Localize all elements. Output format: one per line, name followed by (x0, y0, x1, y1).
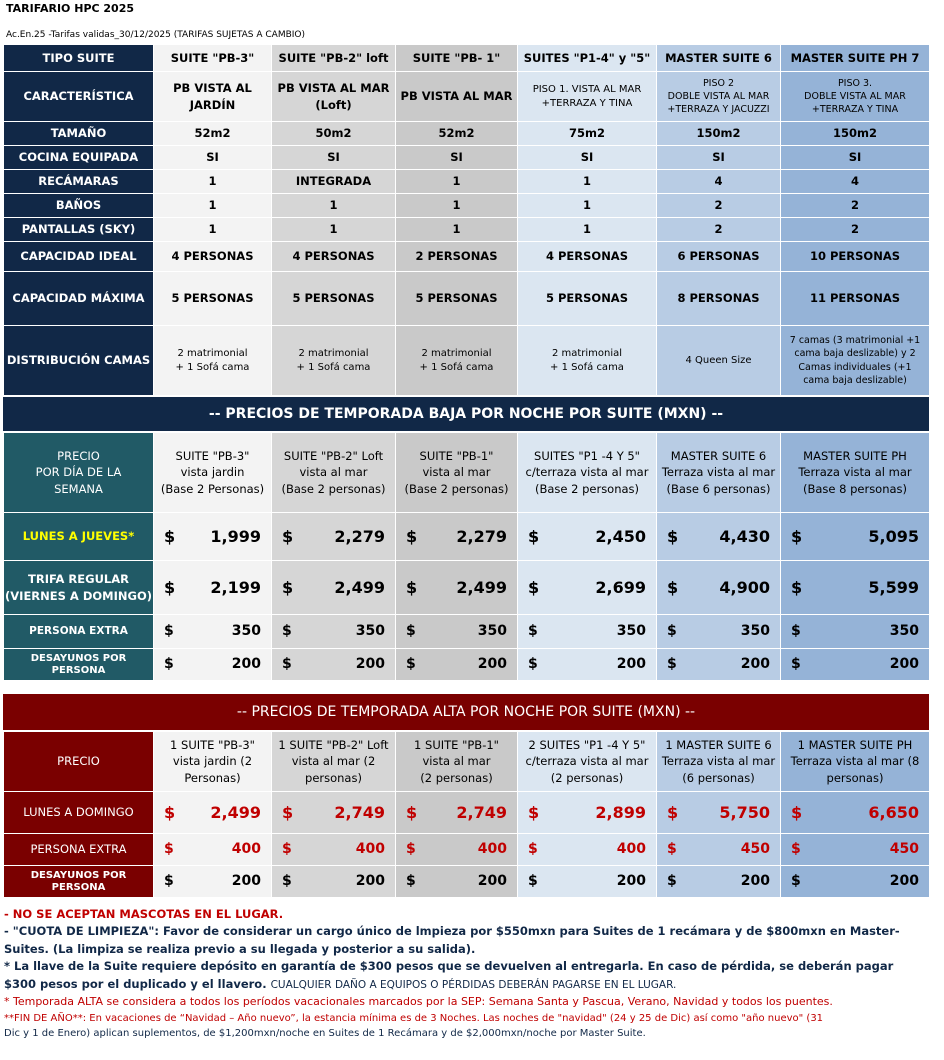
spec-header-tipo: TIPO SUITE (4, 45, 154, 72)
low-row-persona-extra: PERSONA EXTRA $ 350 $ 350 $ 350 $ 350 $ 350 $ 350 (4, 615, 930, 649)
low-header-p14: SUITES "P1 -4 Y 5" c/terraza vista al mar (Base 2 personas) (518, 433, 657, 513)
high-season-banner: -- PRECIOS DE TEMPORADA ALTA POR NOCHE POR SUITE (MXN) -- (3, 694, 929, 730)
caracteristica-ms6: PISO 2 DOBLE VISTA AL MAR +TERRAZA Y JACUZZI (657, 72, 781, 122)
low-header-pb2: SUITE "PB-2" Loft vista al mar (Base 2 personas) (272, 433, 396, 513)
note-key-line2: $300 pesos por el duplicado y el llavero. CUALQUIER DAÑO A EQUIPOS O PÉRDIDAS DEBERÁN PAGARSE EN EL LUGAR. (4, 976, 677, 991)
high-header-ms6: 1 MASTER SUITE 6 Terraza vista al mar (6 personas) (657, 732, 781, 792)
caracteristica-p14: PISO 1. VISTA AL MAR +TERRAZA Y TINA (518, 72, 657, 122)
caracteristica-pb1: PB VISTA AL MAR (396, 72, 518, 122)
high-header-pb1: 1 SUITE "PB-1" vista al mar (2 personas) (396, 732, 518, 792)
note-new-year-line2: Dic y 1 de Enero) aplican suplementos, de $1,200mxn/noche en Suites de 1 Recámara y de $2,000mxn/noche por Master Suite. (4, 1027, 646, 1039)
spec-row-recamaras: RECÁMARAS 1 INTEGRADA 1 1 4 4 (4, 170, 930, 194)
high-header-ph: 1 MASTER SUITE PH Terraza vista al mar (8 personas) (781, 732, 930, 792)
caracteristica-ph7: PISO 3. DOBLE VISTA AL MAR +TERRAZA Y TINA (781, 72, 930, 122)
low-season-table (3, 432, 930, 681)
caracteristica-pb2: PB VISTA AL MAR (Loft) (272, 72, 396, 122)
low-row-regular: TRIFA REGULAR (VIERNES A DOMINGO) $ 2,199 $ 2,499 $ 2,499 $ 2,699 $ 4,900 $ 5,599 (4, 561, 930, 615)
high-header-pb3: 1 SUITE "PB-3" vista jardin (2 Personas) (154, 732, 272, 792)
spec-header-p14: SUITES "P1-4" y "5" (518, 45, 657, 72)
high-row-desayunos: DESAYUNOS POR PERSONA $ 200 $ 200 $ 200 $ 200 $ 200 $ 200 (4, 866, 930, 898)
note-cleaning-line2: Suites. (La limpiza se realiza previo a su llegada y posterior a su salida). (4, 941, 476, 956)
spec-row-pantallas: PANTALLAS (SKY) 1 1 1 1 2 2 (4, 218, 930, 242)
high-price-label: PRECIO (4, 732, 154, 792)
caracteristica-pb3: PB VISTA AL JARDÍN (154, 72, 272, 122)
note-damage: CUALQUIER DAÑO A EQUIPOS O PÉRDIDAS DEBERÁN PAGARSE EN EL LUGAR. (270, 978, 677, 991)
spec-row-capacidad-ideal: CAPACIDAD IDEAL 4 PERSONAS 4 PERSONAS 2 PERSONAS 4 PERSONAS 6 PERSONAS 10 PERSONAS (4, 242, 930, 272)
caracteristica-label: CARACTERÍSTICA (4, 72, 154, 122)
high-header-pb2: 1 SUITE "PB-2" Loft vista al mar (2 personas) (272, 732, 396, 792)
note-cleaning-line1: - "CUOTA DE LIMPIEZA": Favor de considerar un cargo único de lmpieza por $550mxn para Suites de 1 recámara y de $800mxn en Master- (4, 924, 900, 939)
note-high-season: * Temporada ALTA se considera a todos los períodos vacacionales marcados por la SEP: Semana Santa y Pascua, Verano, Navidad y todos los puentes. (4, 994, 833, 1008)
note-key-line1: * La llave de la Suite requiere depósito en garantía de $300 pesos que se devuelven al entregarla. En caso de pérdida, se deberán pagar (4, 959, 894, 974)
high-row-lunes-domingo: LUNES A DOMINGO $ 2,499 $ 2,749 $ 2,749 $ 2,899 $ 5,750 $ 6,650 (4, 792, 930, 834)
spec-header-pb3: SUITE "PB-3" (154, 45, 272, 72)
spec-row-tamano: TAMAÑO 52m2 50m2 52m2 75m2 150m2 150m2 (4, 122, 930, 146)
spec-row-capacidad-maxima: CAPACIDAD MÁXIMA 5 PERSONAS 5 PERSONAS 5 PERSONAS 5 PERSONAS 8 PERSONAS 11 PERSONAS (4, 272, 930, 326)
spec-header-pb2: SUITE "PB-2" loft (272, 45, 396, 72)
spec-row-camas: DISTRIBUCIÓN CAMAS 2 matrimonial + 1 Sofá cama 2 matrimonial + 1 Sofá cama 2 matrimonial + 1 Sofá cama 2 matrimonial + 1 Sofá cama 4 Queen Size 7 camas (3 matrimonial +1 cama baja deslizable) y 2 Camas individuales (+1 cama baja deslizable) (4, 326, 930, 396)
low-row-desayunos: DESAYUNOS POR PERSONA $ 200 $ 200 $ 200 $ 200 $ 200 $ 200 (4, 649, 930, 681)
spec-header-ph7: MASTER SUITE PH 7 (781, 45, 930, 72)
low-header-ms6: MASTER SUITE 6 Terraza vista al mar (Base 6 personas) (657, 433, 781, 513)
spec-header-ms6: MASTER SUITE 6 (657, 45, 781, 72)
notes-section (4, 906, 934, 1041)
specs-table (3, 44, 930, 396)
high-season-table (3, 731, 930, 898)
spec-row-banos: BAÑOS 1 1 1 1 2 2 (4, 194, 930, 218)
low-row-lunes-jueves: LUNES A JUEVES* $ 1,999 $ 2,279 $ 2,279 $ 2,450 $ 4,430 $ 5,095 (4, 513, 930, 561)
note-no-pets: - NO SE ACEPTAN MASCOTAS EN EL LUGAR. (4, 907, 284, 921)
high-header-p14: 2 SUITES "P1 -4 Y 5" c/terraza vista al mar (2 personas) (518, 732, 657, 792)
low-header-pb1: SUITE "PB-1" vista al mar (Base 2 personas) (396, 433, 518, 513)
low-price-label: PRECIO POR DÍA DE LA SEMANA (4, 433, 154, 513)
page-title: TARIFARIO HPC 2025 (6, 2, 135, 15)
high-row-persona-extra: PERSONA EXTRA $ 400 $ 400 $ 400 $ 400 $ 450 $ 450 (4, 834, 930, 866)
low-season-banner: -- PRECIOS DE TEMPORADA BAJA POR NOCHE POR SUITE (MXN) -- (3, 397, 929, 431)
low-header-ph: MASTER SUITE PH Terraza vista al mar (Base 8 personas) (781, 433, 930, 513)
spec-row-cocina: COCINA EQUIPADA SI SI SI SI SI SI (4, 146, 930, 170)
page-subtitle: Ac.En.25 -Tarifas validas_30/12/2025 (TARIFAS SUJETAS A CAMBIO) (6, 30, 306, 40)
low-header-pb3: SUITE "PB-3" vista jardin (Base 2 Personas) (154, 433, 272, 513)
spec-header-pb1: SUITE "PB- 1" (396, 45, 518, 72)
note-new-year-line1: **FIN DE AÑO**: En vacaciones de “Navidad – Año nuevo”, la estancia mínima es de 3 Noches. Las noches de "navidad" (24 y 25 de Dic) así como "año nuevo" (31 (4, 1012, 824, 1024)
